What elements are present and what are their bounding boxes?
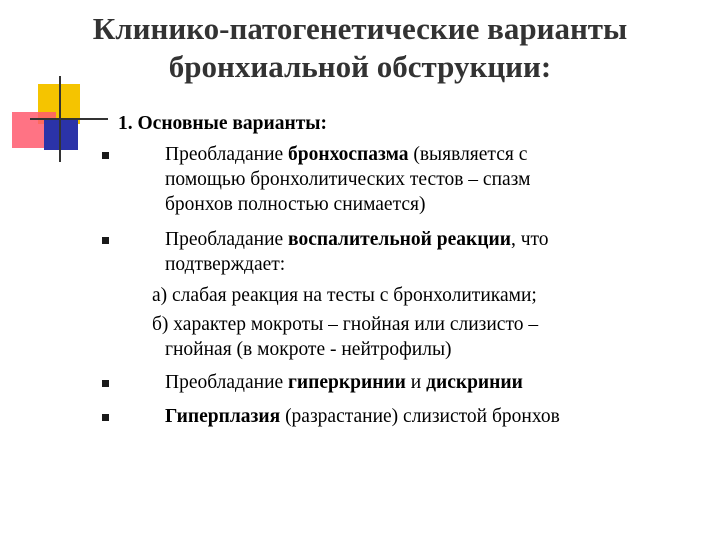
list-item-continuation: помощью бронхолитических тестов – спазм [165, 169, 531, 190]
list-item: Преобладание воспалительной реакции, что [165, 229, 549, 250]
list-item: Преобладание бронхоспазма (выявляется с [165, 144, 528, 165]
slide-content [0, 108, 720, 448]
list-item: Гиперплазия (разрастание) слизистой бронхов [165, 406, 560, 427]
bullet-marker [102, 152, 109, 159]
list-item-continuation: бронхов полностью снимается) [165, 194, 426, 215]
slide-title [0, 10, 720, 86]
bullet-marker [102, 414, 109, 421]
list-item-continuation: подтверждает: [165, 254, 286, 275]
section-heading: 1. Основные варианты: [118, 113, 327, 134]
title-line-1: Клинико-патогенетические варианты [92, 11, 628, 46]
sub-item-b: б) характер мокроты – гнойная или слизисто – [152, 314, 539, 335]
sub-item-a: а) слабая реакция на тесты с бронхолитиками; [152, 285, 537, 306]
bullet-marker [102, 237, 109, 244]
bullet-marker [102, 380, 109, 387]
sub-item-b-continuation: гнойная (в мокроте - нейтрофилы) [165, 339, 452, 360]
title-line-2: бронхиальной обструкции: [168, 49, 552, 84]
list-item: Преобладание гиперкринии и дискринии [165, 372, 523, 393]
